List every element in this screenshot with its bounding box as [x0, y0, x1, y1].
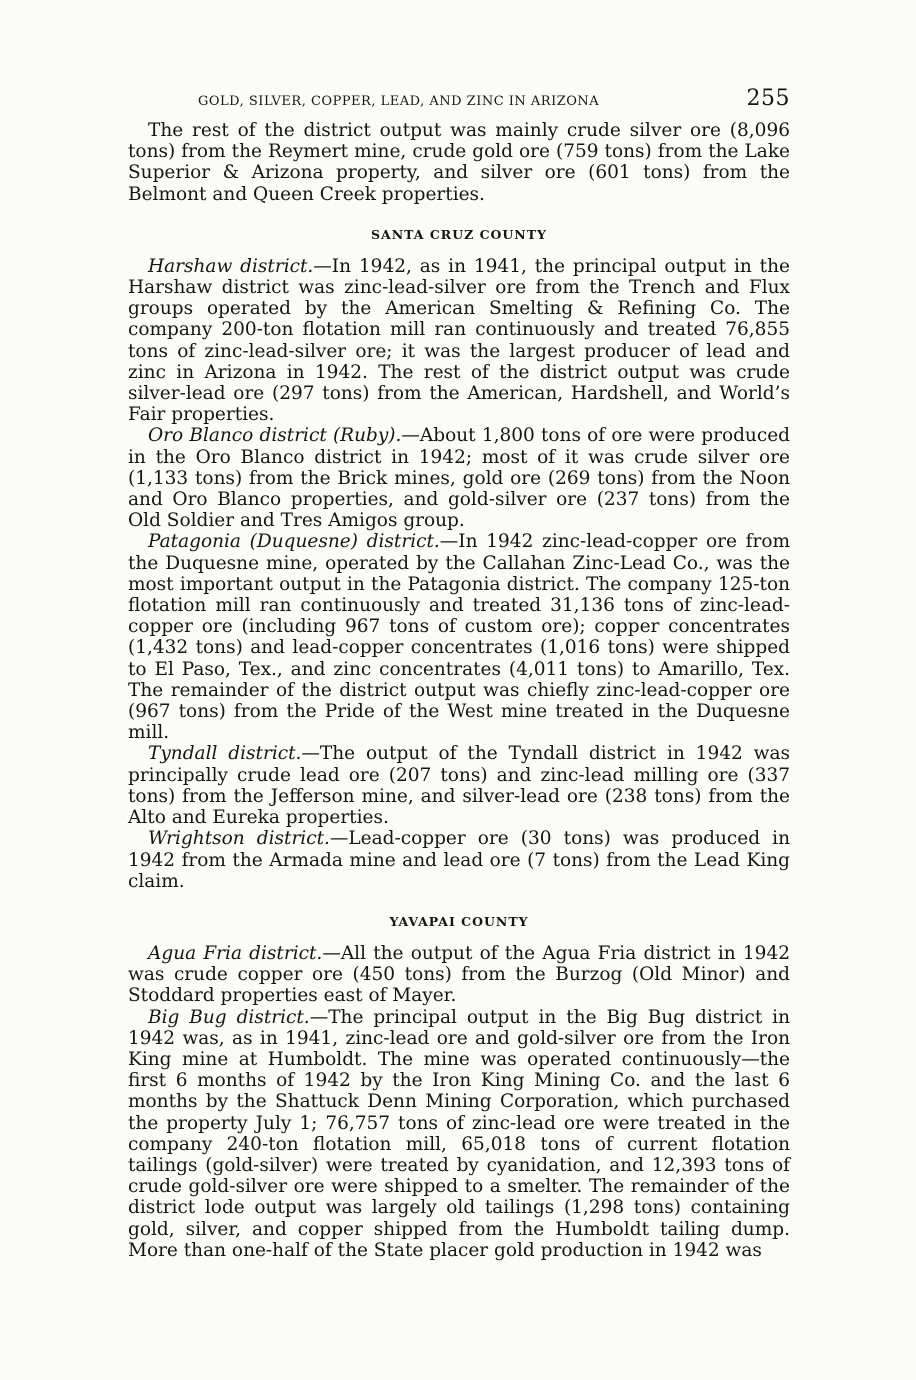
paragraph-oro-blanco — [128, 425, 790, 531]
section-santa-cruz — [128, 227, 790, 892]
section-heading: YAVAPAI COUNTY — [389, 913, 529, 929]
paragraph-text: —About 1,800 tons of ore were produced in the Oro Blanco district in 1942; most of it was crude silver ore (1,133 tons) from the Brick mines, gold ore (269 tons) from the Noon and Oro Blanco properties, and gold-silver ore (237 tons) from the Old Soldier and Tres Amigos group. — [128, 425, 790, 532]
paragraph-big-bug — [128, 1007, 790, 1261]
paragraph-lead: Wrightson district. — [148, 828, 330, 850]
paragraph-text: —The output of the Tyndall district in 1942 was principally crude lead ore (207 tons) and zinc-lead milling ore (337 tons) from the Jefferson mine, and silver-lead ore (238 tons) from the Alto and Eureka properties. — [128, 743, 791, 829]
running-header — [128, 86, 790, 120]
paragraph-text: —Lead-copper ore (30 tons) was produced in 1942 from the Armada mine and lead ore (7 tons) from the Lead King claim. — [128, 828, 790, 892]
paragraph-wrightson — [128, 828, 790, 892]
paragraph-lead: Agua Fria district. — [148, 942, 323, 964]
page-number: 255 — [746, 86, 790, 111]
paragraph-lead: Oro Blanco district (Ruby). — [148, 425, 402, 447]
paragraph-text: —In 1942 zinc-lead-copper ore from the Duquesne mine, operated by the Callahan Zinc-Lead Co., was the most important output in the Patagonia district. The company 125-ton flotation mill ran continuously and treated 31,136 tons of zinc-lead-copper ore (including 967 tons of custom ore); copper concentrates (1,432 tons) and lead-copper concentrates (1,016 tons) were shipped to El Paso, Tex., and zinc concentrates (4,011 tons) to Amarillo, Tex. The remainder of the district output was chiefly zinc-lead-copper ore (967 tons) from the Pride of the West mine treated in the Duquesne mill. — [128, 531, 790, 744]
section-heading: SANTA CRUZ COUNTY — [371, 226, 547, 242]
paragraph-agua-fria — [128, 943, 790, 1007]
paragraph-text: —In 1942, as in 1941, the principal output in the Harshaw district was zinc-lead-silver ore from the Trench and Flux groups operated by the American Smelting & Refining Co. The company 200-ton flotation mill ran continuously and treated 76,855 tons of zinc-lead-silver ore; it was the largest producer of lead and zinc in Arizona in 1942. The rest of the district output was crude silver-lead ore (297 tons) from the American, Hardshell, and World’s Fair properties. — [128, 255, 790, 426]
paragraph-harshaw — [128, 256, 790, 426]
section-yavapai — [128, 914, 790, 1261]
paragraph-tyndall — [128, 743, 790, 828]
paragraph-patagonia — [128, 531, 790, 743]
paragraph-lead: Patagonia (Duquesne) district. — [148, 531, 440, 553]
paragraph-lead: Big Bug district. — [148, 1006, 310, 1028]
paragraph-lead: Harshaw district. — [148, 255, 314, 277]
document-page — [128, 86, 790, 1261]
paragraph-text: —The principal output in the Big Bug district in 1942 was, as in 1941, zinc-lead ore and gold-silver ore from the Iron King mine at Humboldt. The mine was operated continuously—the first 6 months of 1942 by the Iron King Mining Co. and the last 6 months by the Shattuck Denn Mining Corporation, which purchased the property July 1; 76,757 tons of zinc-lead ore were treated in the company 240-ton flotation mill, 65,018 tons of current flotation tailings (gold-silver) were treated by cyanidation, and 12,393 tons of crude gold-silver ore were shipped to a smelter. The remainder of the district lode output was largely old tailings (1,298 tons) containing gold, silver, and copper shipped from the Humboldt tailing dump. More than one-half of the State placer gold production in 1942 was — [128, 1006, 791, 1261]
paragraph-lead: Tyndall district. — [148, 743, 302, 765]
intro-paragraph: The rest of the district output was mainly crude silver ore (8,096 tons) from the Reymert mine, crude gold ore (759 tons) from the Lake Superior & Arizona property, and silver ore (601 tons) from the Belmont and Queen Creek properties. — [128, 120, 790, 205]
running-title: GOLD, SILVER, COPPER, LEAD, AND ZINC IN ARIZONA — [198, 94, 600, 109]
paragraph-text: —All the output of the Agua Fria district in 1942 was crude copper ore (450 tons) from the Burzog (Old Minor) and Stoddard properties east of Mayer. — [128, 942, 790, 1007]
